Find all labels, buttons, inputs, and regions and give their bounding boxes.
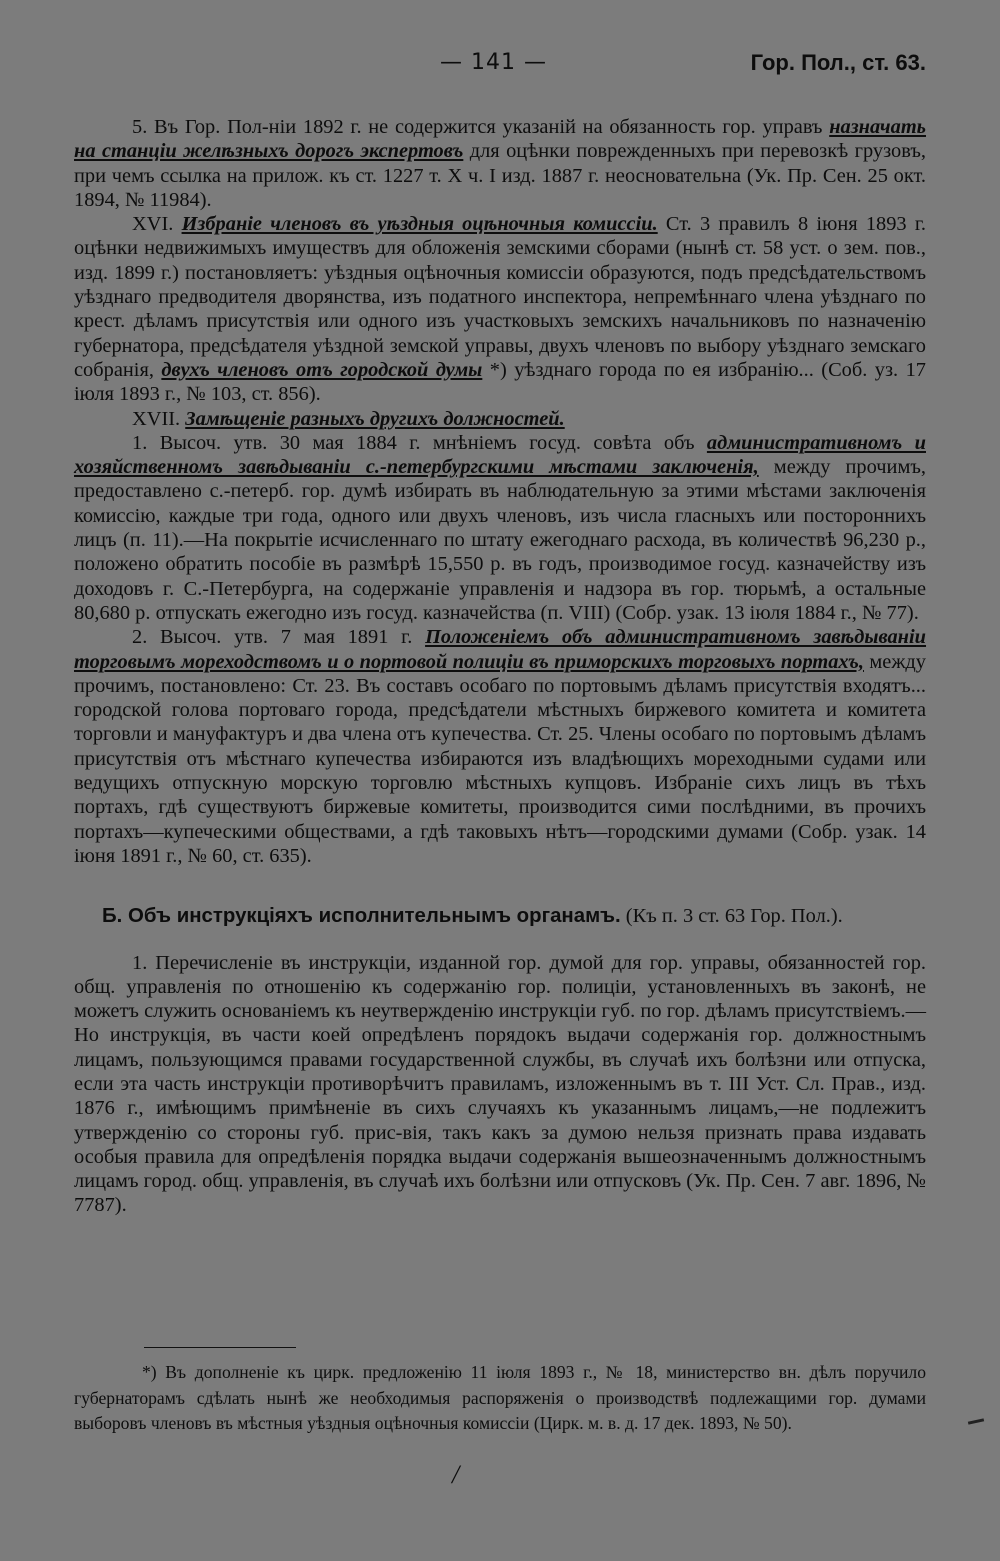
emphasis: Избраніе членовъ въ уѣздныя оцѣночныя комиссіи. (181, 213, 658, 236)
footnote-divider (144, 1347, 296, 1348)
emphasis: Положеніемъ объ административномъ завѣдываніи торговымъ мореходствомъ и о портовой полиціи въ приморскихъ торговыхъ портахъ, (74, 626, 927, 673)
section-reference: (Къ п. 3 ст. 63 Гор. Пол.). (620, 905, 843, 928)
page-body (74, 115, 926, 1218)
section-title: Б. Объ инструкціяхъ исполнительнымъ органамъ. (102, 905, 621, 928)
scan-speck (968, 1418, 984, 1424)
paragraph-xvi: XVI. Избраніе членовъ въ уѣздныя оцѣночныя комиссіи. Ст. 3 правилъ 8 іюня 1893 г. оцѣнки недвижимыхъ имуществъ для обложенія земскими сборами (нынѣ ст. 58 уст. о зем. пов., изд. 1899 г.) постановляетъ: уѣздныя оцѣночныя комиссіи образуются, подъ предсѣдательствомъ уѣзднаго предводителя дворянства, изъ податного инспектора, непремѣннаго члена уѣзднаго по крест. дѣламъ присутствія или одного изъ участковыхъ земскихъ начальниковъ по назначенію губернатора, предсѣдателя уѣздной земской управы, двухъ членовъ по выбору уѣзднаго земскаго собранія, двухъ членовъ отъ городской думы *) уѣзднаго города по ея избранію... (Соб. уз. 17 іюля 1893 г., № 103, ст. 856). (74, 213, 926, 406)
emphasis: назначать на станціи желѣзныхъ дорогъ экспертовъ (74, 116, 926, 163)
section-heading (74, 904, 926, 928)
emphasis: двухъ членовъ отъ городской думы (161, 358, 483, 381)
paragraph-xvii-1: 1. Высоч. утв. 30 мая 1884 г. мнѣніемъ госуд. совѣта объ административномъ и хозяйственномъ завѣдываніи с.-петербургскими мѣстами заключенія, между прочимъ, предоставлено с.-петерб. гор. думѣ избирать въ наблюдательную за этими мѣстами заключенія комиссію, каждые три года, одного или двухъ членовъ, изъ числа гласныхъ или постороннихъ лицъ (п. 11).—На покрытіе исчисленнаго по штату ежегоднаго расхода, въ количествѣ 96,230 р., положено обратить пособіе въ размѣрѣ 15,550 р. въ годъ, производимое госуд. казначейству изъ доходовъ г. С.-Петербурга, на содержаніе управленія и надзора въ гор. тюрьмѣ, а остальные 80,680 р. отпускать ежегодно изъ госуд. казначейства (п. VIII) (Собр. узак. 13 іюля 1884 г., № 77). (74, 431, 926, 624)
page-header (0, 50, 1000, 82)
footnote (74, 1360, 926, 1437)
emphasis: Замѣщеніе разныхъ другихъ должностей. (185, 407, 565, 430)
paragraph-xvii: XVII. Замѣщеніе разныхъ другихъ должностей. (132, 407, 565, 430)
page-number: — 141 — (440, 50, 547, 75)
paragraph-xvii-2: 2. Высоч. утв. 7 мая 1891 г. Положеніемъ объ административномъ завѣдываніи торговымъ мореходствомъ и о портовой полиціи въ приморскихъ торговыхъ портахъ, между прочимъ, постановлено: Ст. 23. Въ составъ особаго по портовымъ дѣламъ присутствія входятъ... городской голова портоваго города, предсѣдатели мѣстныхъ биржевого комитета и комитета торговли и мануфактуръ и два члена отъ купечества. Ст. 25. Члены особаго по портовымъ дѣламъ присутствія отъ мѣстнаго купечества избираются изъ владѣющихъ мореходными судами или ведущихъ отпускную морскую торговлю мѣстныхъ купцовъ. Избраніе сихъ лицъ въ тѣхъ портахъ, гдѣ существуютъ биржевые комитеты, производится сими послѣдними, въ прочихъ портахъ—купеческими обществами, а гдѣ таковыхъ нѣтъ—городскими думами (Собр. узак. 14 іюня 1891 г., № 60, ст. 635). (74, 626, 927, 867)
bottom-mark: / (452, 1460, 460, 1489)
paragraph-5: 5. Въ Гор. Пол-ніи 1892 г. не содержится указаній на обязанность гор. управъ назначать на станціи желѣзныхъ дорогъ экспертовъ для оцѣнки поврежденныхъ при перевозкѣ грузовъ, при чемъ ссылка на прилож. къ ст. 1227 т. X ч. I изд. 1887 г. неосновательна (Ук. Пр. Сен. 25 окт. 1894, № 11984). (74, 116, 927, 211)
section-paragraph-1: 1. Перечисленіе въ инструкціи, изданной гор. думой для гор. управы, обязанностей гор. общ. управленія по отношенію къ содержанію гор. полиціи, установленныхъ въ законѣ, не можетъ служить основаніемъ къ неутвержденію инструкціи губ. по гор. дѣламъ присутствіемъ.—Но инструкція, въ части коей опредѣленъ порядокъ выдачи содержанія гор. должностнымъ лицамъ, пользующимся правами государственной службы, въ случаѣ ихъ болѣзни или отпуска, если эта часть инструкціи противорѣчитъ правиламъ, изложеннымъ въ т. III Уст. Сл. Прав., изд. 1876 г., имѣющимъ примѣненіе въ сихъ случаяхъ къ указаннымъ лицамъ,—не подлежитъ утвержденію со стороны губ. прис-вія, такъ какъ за думою нельзя признать права издавать особыя правила для опредѣленія порядка выдачи содержанія вышеозначеннымъ должностнымъ лицамъ город. общ. управленія, въ случаѣ ихъ болѣзни или отпусковъ (Ук. Пр. Сен. 7 авг. 1896, № 7787). (74, 951, 926, 1217)
running-head: Гор. Пол., ст. 63. (750, 50, 926, 75)
emphasis: административномъ и хозяйственномъ завѣдываніи с.-петербургскими мѣстами заключенія, (74, 431, 926, 479)
footnote-text: *) Въ дополненіе къ цирк. предложенію 11 іюля 1893 г., № 18, министерство вн. дѣлъ поручило губернаторамъ сдѣлать нынѣ же необходимыя распоряженія о производствѣ подлежащими гор. думами выборовъ членовъ въ мѣстныя уѣздныя оцѣночныя комиссіи (Цирк. м. в. д. 17 дек. 1893, № 50). (74, 1362, 926, 1433)
